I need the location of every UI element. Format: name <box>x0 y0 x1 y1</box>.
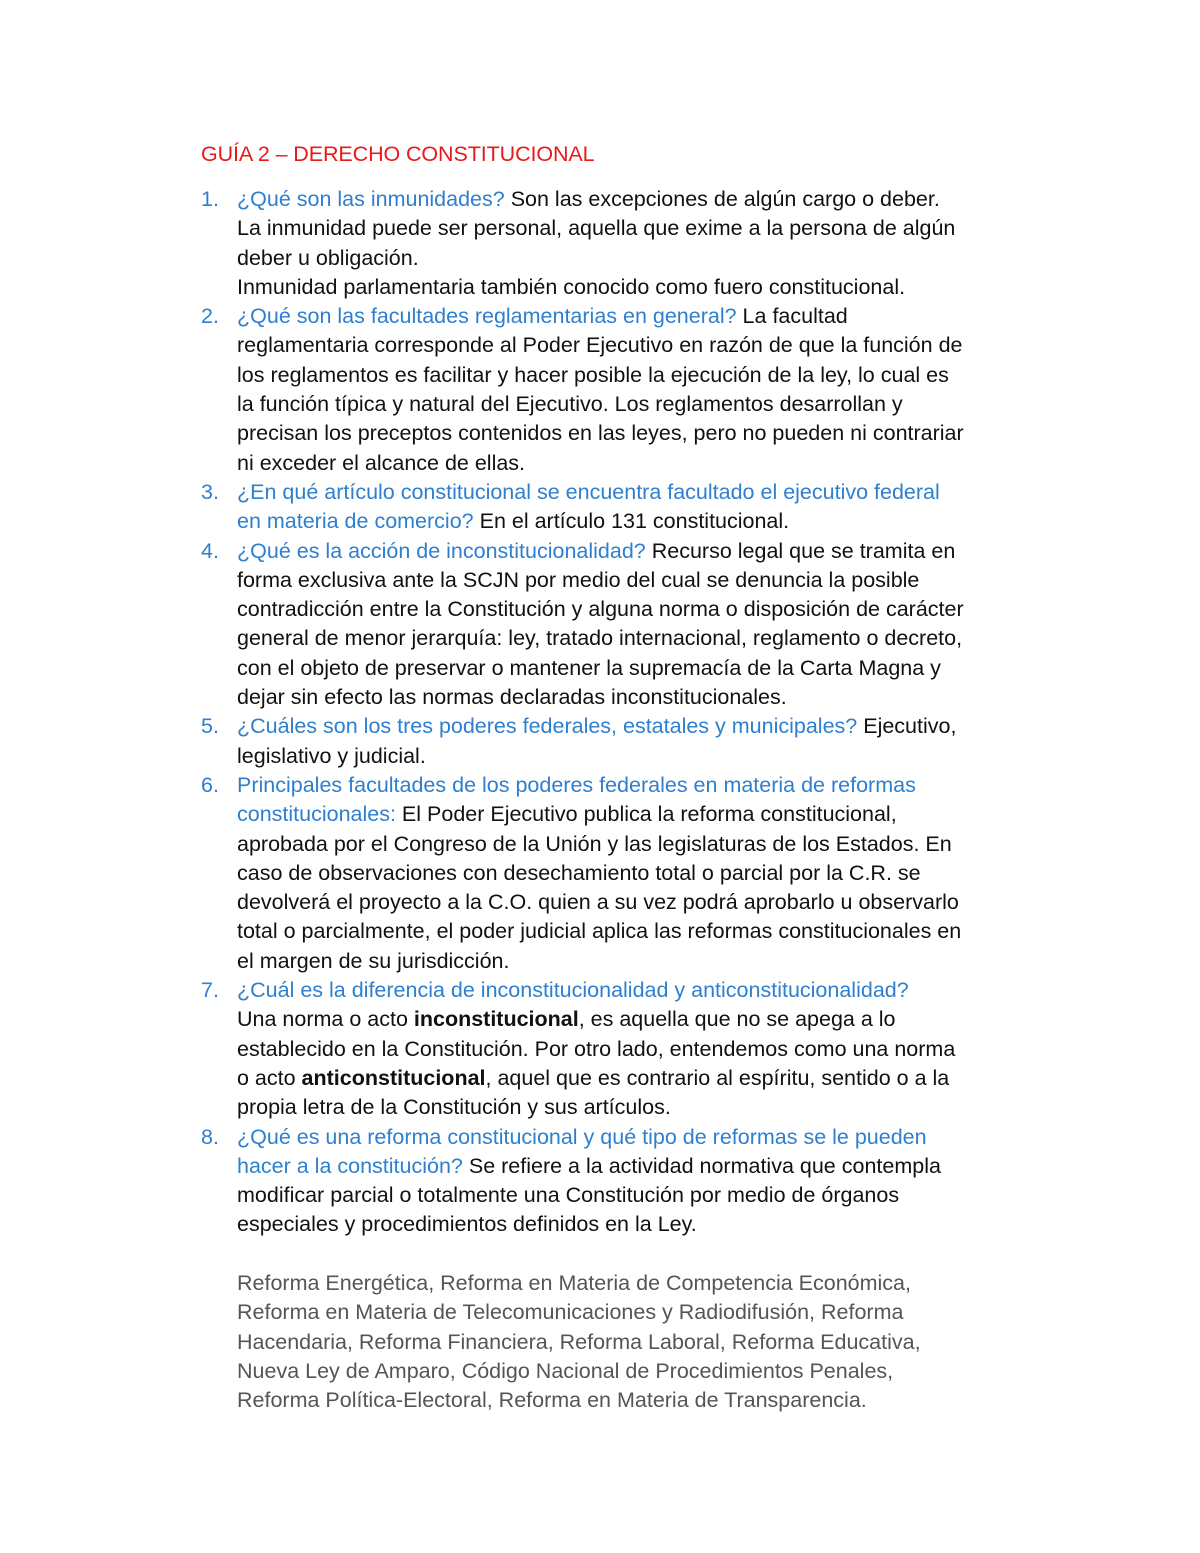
answer-text: La facultad <box>736 304 848 329</box>
question-number: 5. <box>201 714 219 739</box>
answer-text: Son las excepciones de algún cargo o deber. <box>504 187 940 211</box>
text-line <box>237 947 1061 976</box>
question-text: en materia de comercio? <box>237 509 474 534</box>
question-number: 7. <box>201 978 219 1003</box>
question-item <box>201 771 1061 976</box>
reforms-line: Reforma Energética, Reforma en Materia de Competencia Económica, <box>237 1270 911 1295</box>
answer-text: Se refiere a la actividad normativa que contempla <box>462 1153 941 1178</box>
text-line <box>237 1035 1061 1064</box>
text-line <box>237 566 1061 595</box>
question-number: 8. <box>201 1124 219 1149</box>
text-line <box>237 537 1061 566</box>
answer-text: dejar sin efecto las normas declaradas inconstitucionales. <box>237 685 787 710</box>
text-line <box>237 859 1061 888</box>
text-line <box>237 654 1061 683</box>
text-line <box>237 917 1061 946</box>
text-line <box>237 273 1061 302</box>
text-line <box>237 185 1061 214</box>
answer-text: El Poder Ejecutivo publica la reforma constitucional, <box>395 802 897 827</box>
text-line <box>237 1064 1061 1093</box>
reforms-line: Nueva Ley de Amparo, Código Nacional de Procedimientos Penales, <box>237 1358 894 1383</box>
text-line <box>237 595 1061 624</box>
text-line <box>237 1181 1061 1210</box>
text-line <box>237 361 1061 390</box>
answer-text: La inmunidad puede ser personal, aquella que exime a la persona de algún <box>237 216 956 241</box>
text-line <box>237 771 1061 800</box>
answer-text: Una norma o acto <box>237 1007 414 1032</box>
text-line <box>237 1152 1061 1181</box>
question-item <box>201 302 1061 478</box>
text-line <box>237 244 1061 273</box>
question-number: 2. <box>201 304 219 329</box>
question-item <box>201 537 1061 713</box>
text-line <box>237 478 1061 507</box>
answer-text: En el artículo 131 constitucional. <box>473 509 790 534</box>
answer-text: , es aquella que no se apega a lo <box>578 1007 896 1032</box>
answer-text: especiales y procedimientos definidos en la Ley. <box>237 1212 697 1237</box>
answer-text: Inmunidad parlamentaria también conocido como fuero constitucional. <box>237 274 906 299</box>
paragraph-spacer <box>237 1240 1061 1269</box>
text-line <box>237 888 1061 917</box>
text-line <box>237 419 1061 448</box>
question-text: ¿Qué son las facultades reglamentarias en general? <box>237 304 737 329</box>
question-number: 1. <box>201 187 219 211</box>
question-text: ¿En qué artículo constitucional se encuentra facultado el ejecutivo federal <box>237 479 940 504</box>
answer-text: el margen de su jurisdicción. <box>237 948 510 973</box>
answer-text: la función típica y natural del Ejecutivo. Los reglamentos desarrollan y <box>237 392 903 417</box>
question-number: 6. <box>201 772 219 797</box>
answer-text: con el objeto de preservar o mantener la supremacía de la Carta Magna y <box>237 655 941 680</box>
question-text: ¿Cuál es la diferencia de inconstitucionalidad y anticonstitucionalidad? <box>237 978 909 1003</box>
answer-text: o acto <box>237 1065 302 1090</box>
text-line <box>237 1123 1061 1152</box>
reforms-line: Reforma Política-Electoral, Reforma en Materia de Transparencia. <box>237 1388 867 1413</box>
text-line <box>237 712 1061 741</box>
answer-text: general de menor jerarquía: ley, tratado internacional, reglamento o decreto, <box>237 626 963 651</box>
question-item <box>201 1123 1061 1416</box>
answer-text: precisan los preceptos contenidos en las leyes, pero no pueden ni contrariar <box>237 421 964 446</box>
text-line <box>237 1093 1061 1122</box>
text-line <box>237 830 1061 859</box>
answer-text: ni exceder el alcance de ellas. <box>237 450 526 475</box>
question-number: 3. <box>201 479 219 504</box>
text-line <box>237 976 1061 1005</box>
question-text: Principales facultades de los poderes federales en materia de reformas <box>237 772 916 797</box>
question-item <box>201 976 1061 1122</box>
question-text: ¿Cuáles son los tres poderes federales, estatales y municipales? <box>237 714 858 739</box>
answer-text: modificar parcial o totalmente una Constitución por medio de órganos <box>237 1183 900 1208</box>
answer-text: contradicción entre la Constitución y alguna norma o disposición de carácter <box>237 597 964 622</box>
answer-text: propia letra de la Constitución y sus artículos. <box>237 1095 671 1120</box>
question-item <box>201 185 1061 302</box>
reforms-line: Reforma en Materia de Telecomunicaciones y Radiodifusión, Reforma <box>237 1300 904 1325</box>
question-item <box>201 478 1061 537</box>
text-line <box>237 449 1061 478</box>
answer-text: caso de observaciones con desechamiento total o parcial por la C.R. se <box>237 860 921 885</box>
text-line <box>237 1210 1061 1239</box>
text-line <box>237 683 1061 712</box>
question-text: hacer a la constitución? <box>237 1153 463 1178</box>
answer-text: total o parcialmente, el poder judicial aplica las reformas constitucionales en <box>237 919 962 944</box>
text-line <box>237 507 1061 536</box>
answer-text: , aquel que es contrario al espíritu, sentido o a la <box>485 1065 950 1090</box>
answer-text: deber u obligación. <box>237 245 419 270</box>
text-line <box>237 214 1061 243</box>
answer-text: devolverá el proyecto a la C.O. quien a su vez podrá aprobarlo u observarlo <box>237 890 959 915</box>
question-text: ¿Qué es una reforma constitucional y qué tipo de reformas se le pueden <box>237 1124 927 1149</box>
answer-text: aprobada por el Congreso de la Unión y las legislaturas de los Estados. En <box>237 831 952 856</box>
bold-term: inconstitucional <box>413 1007 579 1032</box>
answer-text: legislativo y judicial. <box>237 743 426 768</box>
question-text: constitucionales: <box>237 802 396 827</box>
answer-text: reglamentaria corresponde al Poder Ejecutivo en razón de que la función de <box>237 333 963 358</box>
text-line <box>237 331 1061 360</box>
text-line <box>237 624 1061 653</box>
reforms-line: Hacendaria, Reforma Financiera, Reforma Laboral, Reforma Educativa, <box>237 1329 921 1354</box>
text-line <box>237 390 1061 419</box>
answer-text: los reglamentos es facilitar y hacer posible la ejecución de la ley, lo cual es <box>237 362 949 387</box>
text-line <box>237 742 1061 771</box>
bold-term: anticonstitucional <box>301 1065 486 1090</box>
answer-text: Recurso legal que se tramita en <box>645 538 956 563</box>
question-list <box>201 185 1061 1415</box>
question-item <box>201 712 1061 771</box>
question-text: ¿Qué son las inmunidades? <box>237 187 505 211</box>
answer-text: forma exclusiva ante la SCJN por medio del cual se denuncia la posible <box>237 567 920 592</box>
document-title: GUÍA 2 – DERECHO CONSTITUCIONAL <box>201 142 595 166</box>
question-text: ¿Qué es la acción de inconstitucionalidad? <box>237 538 646 563</box>
text-line <box>237 302 1061 331</box>
question-number: 4. <box>201 538 219 563</box>
text-line <box>237 1005 1061 1034</box>
text-line <box>237 800 1061 829</box>
answer-text: establecido en la Constitución. Por otro lado, entendemos como una norma <box>237 1036 956 1061</box>
answer-text: Ejecutivo, <box>857 714 957 739</box>
